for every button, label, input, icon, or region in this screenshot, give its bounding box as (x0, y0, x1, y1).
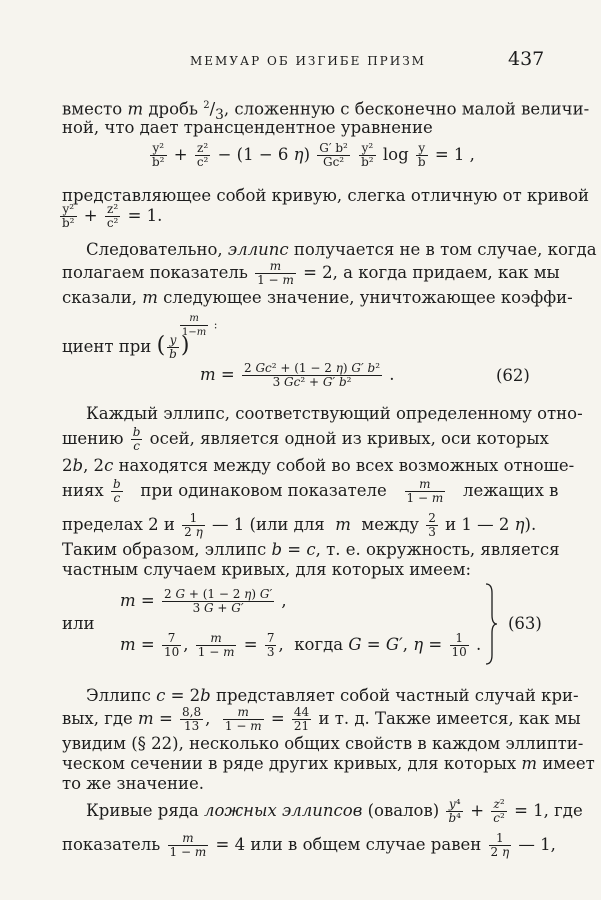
text-line: Эллипс c = 2b представляет собой частный случай кри- (86, 686, 579, 705)
equation-63-first: m = $\frac{2 G + (1 - 2 \eta) G'}{3 G + G'}$ , (120, 587, 287, 615)
text-line: Кривые ряда ложных эллипсов (овалов) $\frac{\text{y⁴}}{\text{b⁴}}$ + $\frac{\text{z²}}{\text{c²}}$ = 1, где (86, 797, 583, 825)
equation-62: m = $\frac{\text{2 Gc² + (1 − 2 η) G′ b²}}{\text{3 Gc² + G′ b²}}$ . (200, 361, 395, 389)
text-line: ниях $\frac{b}{c}$ при одинаковом показателе $\frac{m}{1 - m}$ лежащих в (62, 477, 559, 505)
equation-number-62: (62) (496, 366, 530, 385)
equation-transcendental: $\frac{\text{y²}}{\text{b²}}$ + $\frac{\text{z²}}{\text{c²}}$ − (1 − 6 η) $\frac{\text{G′ b²}}{\text{Gc²}}$ $\frac{\text{y²}}{\text{b²}}$ log $\frac{y}{b}$ = 1 , (152, 141, 475, 169)
text-line: 2b, 2c находятся между собой во всех возможных отноше- (62, 456, 575, 475)
text-line: показатель $\frac{m}{1 - m}$ = 4 или в общем случае равен $\frac{1}{2 \eta}$ — 1, (62, 831, 556, 859)
text-line: пределах 2 и $\frac{1}{2 \eta}$ — 1 (или для m между $\frac{2}{3}$ и 1 — 2 η). (62, 511, 537, 539)
text-line: сказали, m следующее значение, уничтожающее коэффи- (62, 288, 573, 307)
text-line: циент при ( $\frac{y}{b}$ ) (62, 333, 190, 361)
text-line: Таким образом, эллипс b = c, т. е. окружность, является (62, 540, 560, 559)
equation-number-63: (63) (508, 614, 542, 633)
text-line: ной, что дает трансцендентное уравнение (62, 118, 433, 137)
text-line: ческом сечении в ряде других кривых, для которых m имеет (62, 754, 595, 773)
equation-ellipse: $\frac{\text{y²}}{\text{b²}}$ + $\frac{\text{z²}}{\text{c²}}$ = 1. (62, 202, 163, 230)
text-line: полагаем показатель $\frac{m}{1 - m}$ = 2, а когда придаем, как мы (62, 259, 560, 287)
page-header (0, 48, 601, 72)
exponent-fraction: $\frac{m}{1-m}$ : (182, 313, 218, 338)
equation-63-second: m = $\frac{7}{10}$ , $\frac{m}{1 - m}$ = $\frac{7}{3}$ , когда G = G′, η = $\frac{1}{10}$ . (120, 631, 482, 659)
text-line: вых, где m = $\frac{8,8}{13}$ , $\frac{m}{1 - m}$ = $\frac{44}{21}$ и т. д. Также имеется, как мы (62, 705, 581, 733)
text-line: увидим (§ 22), несколько общих свойств в каждом эллипти- (62, 734, 584, 753)
or-label: или (62, 614, 95, 633)
text-line: вместо m дробь $^2/_3$, сложенную с бесконечно малой величи- (62, 99, 590, 123)
running-title: МЕМУАР ОБ ИЗГИБЕ ПРИЗМ (190, 54, 426, 68)
text-line: то же значение. (62, 774, 205, 793)
right-brace (484, 583, 498, 665)
text-line: Следовательно, эллипс получается не в том случае, когда (86, 240, 597, 259)
text-line: Каждый эллипс, соответствующий определенному отно- (86, 404, 583, 423)
text-line: частным случаем кривых, для которых имеем: (62, 560, 472, 579)
page-number: 437 (508, 48, 545, 70)
text-line: шению $\frac{b}{c}$ осей, является одной из кривых, оси которых (62, 425, 549, 453)
text-line: представляющее собой кривую, слегка отличную от кривой (62, 186, 590, 205)
